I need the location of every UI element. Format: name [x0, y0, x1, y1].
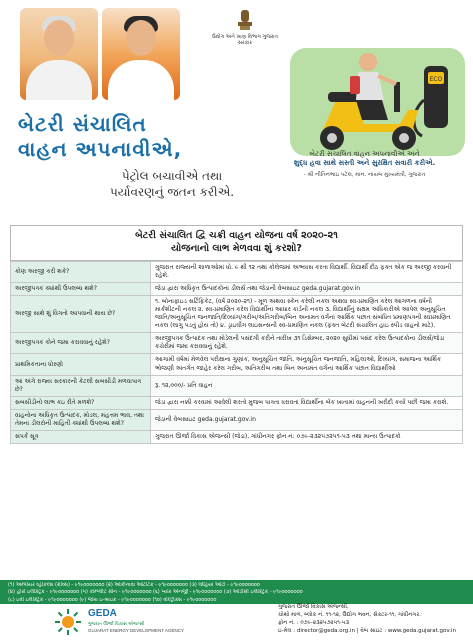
- address-line-1: ગુજરાત ઊર્જા વિકાસ એજન્સી,: [278, 604, 349, 610]
- manufacturer-line-3: (૮) ઇવી ઇલેક્ટ્રિક - ૯૧૯૦૦૦૦૦૦૦ (૯) જોય ઇ-બાઇક - ૯૧૯૦૦૦૦૦૦૦ (૧૦) વોલ્ટ્રીક્સ - ૯૧૯૦૦૦૦૦૦૦: [8, 596, 217, 603]
- answer-cell: જેડાની વેબસાઇટ geda.gujarat.gov.in: [151, 409, 463, 430]
- state-emblem-icon: [235, 8, 255, 32]
- subheadline: [72, 168, 272, 200]
- headline-line-2: વાહન અપનાવીએ,: [18, 137, 183, 161]
- question-cell: અરજીપત્રક ક્યાંથી ઉપલબ્ધ થશે?: [11, 282, 151, 295]
- question-cell: વાહનોના અધિકૃત ઉત્પાદક, મોડલ, મહત્તમ ભાવ, તથા તેમના ડીલરોની માહિતી ક્યાંથી ઉપલબ્ધ થશે?: [11, 409, 151, 430]
- quote-author: - શ્રી નીતિનભાઇ પટેલ, માન. નાયબ મુખ્યમંત્રી, ગુજરાત: [303, 172, 426, 179]
- table-row: [11, 375, 463, 396]
- quote-line-1: બેટરી સંચાલિત વાહન અપનાવીએ અને: [309, 150, 420, 158]
- address-email-website: ઇ-મેલ : director@geda.org.in | વેબ સાઇટ : www.geda.gujarat.gov.in: [278, 627, 456, 634]
- table-title: [10, 225, 463, 261]
- answer-cell: જેડા દ્વારા નક્કી કરવામાં આવેલી શરતો મુજબ પાત્રતા ધરાવતા વિદ્યાર્થીના બેંક ખાતામાં વાહનની ખરીદી કર્યા પછી જમા કરાશે.: [151, 396, 463, 409]
- table-row: [11, 431, 463, 444]
- answer-cell: રૂ. ૧૨,૦૦૦/- પ્રતિ વાહન: [151, 375, 463, 396]
- question-cell: અરજીપત્રક કોને જમા કરાવવાનું રહેશે?: [11, 333, 151, 354]
- table-title-line-1: બેટરી સંચાલિત દ્વિ ચક્રી વાહન યોજના વર્ષ ૨૦૨૦-૨૧: [135, 230, 338, 241]
- table-row: [11, 333, 463, 354]
- leader-photo-2: [102, 8, 180, 100]
- geda-name: GEDA: [88, 608, 117, 619]
- answer-cell: ૧. બોનાફાઇડ સર્ટિફિકેટ, (વર્ષ ૨૦૨૦-૨૧) - મૂળ અથવા સ્કેન કરેલી નકલ અથવા સ્વ-પ્રમાણિત કરેલ આગળના વર્ષની માર્કશીટની નકલ ૨. સ્વ-પ્રમાણિત કરેલ વિદ્યાર્થીના આધાર કાર્ડની નકલ ૩. વિદ્યાર્થીનું સક્ષમ અધિકારીએ આપેલ અનુસૂચિત જાતિ/અનુસૂચિત જનજાતિ/દિવ્યાંગ/ગરીબ/અતિગરીબ/બિન અનામત વર્ગનાં આર્થિક પછાત સંબંધિત પ્રમાણપત્રની સ્વપ્રમાણિત નકલ (લાગુ પડતું હોય તો) ૪. ડ્રાઇવીંગ લાઇસન્સની સ્વ-પ્રમાણિત નકલ (ફક્ત બેટરી સંચાલિત હાઇ સ્પીડ વાહનો માટે).: [151, 295, 463, 332]
- table-row: [11, 396, 463, 409]
- subheadline-line-1: પેટ્રોલ બચાવીએ તથા: [121, 169, 223, 183]
- leader-photo-1: [20, 8, 98, 100]
- answer-cell: અરજીપત્રક ઉત્પાદક તથા મોડેલની પસંદગી કરીને તારીખ ૩૧ ડિસેમ્બર, ૨૦૨૦ સુધીમાં પસંદ કરેલ ઉત્પાદકોના ડીલર્સ/જેડા કચેરીમાં જમા કરાવવાનું રહેશે.: [151, 333, 463, 354]
- address-line-2: ચોથો માળ, બ્લોક નં. ૧૧-૧૨, ઉદ્યોગ ભવન, સેક્ટર-૧૧, ગાંધીનગર.: [278, 611, 421, 618]
- question-cell: સબસીડીનો લાભ કઇ રીતે મળશે?: [11, 396, 151, 409]
- geda-name-english: GUJARAT ENERGY DEVELOPMENT AGENCY: [88, 628, 184, 633]
- quote-line-2: શુદ્ધ હવા સાથે સસ્તી અને સુરક્ષિત સવારી કરીએ.: [293, 159, 436, 168]
- emblem-caption: ઉદ્યોગ અને ખાણ વિભાગ ગુજરાત સરકાર: [212, 34, 278, 46]
- headline: [18, 112, 258, 162]
- table-row: [11, 354, 463, 375]
- table-row: [11, 295, 463, 332]
- geda-logo-block: [54, 606, 214, 638]
- question-cell: પ્રાથમિકતાના ધોરણો: [11, 354, 151, 375]
- hero-banner: [0, 0, 473, 220]
- leader-photos: [20, 8, 180, 100]
- question-cell: કોણ અરજી કરી શકે?: [11, 261, 151, 282]
- answer-cell: આગામી વર્ષમાં મેળવેલ પરીક્ષાના ગુણાંક, અનુસૂચિત જાતિ, અનુસૂચિત જનજાતિ, મહિલાઓ, દિવ્યાંગ, સમાજના આર્થિક ભોજણી અંતર્ગત જાહેર કરેલ ગરીબ, અતિગરીબ તથા બિન અનામત વર્ગનાં આર્થિક પછાત વિદ્યાર્થીઓ: [151, 354, 463, 375]
- answer-cell: ગુજરાત રાજ્યની શાળાઓમાં ધો. ૯ થી ૧૨ તથા કોલેજમાં અભ્યાસ કરતા વિદ્યાર્થી. વિદ્યાર્થી દીઠ ફક્ત એક જ અરજી કરવાની રહેશે.: [151, 261, 463, 282]
- manufacturer-line-2: (૪) હીરો ઇલેક્ટ્રિક - ૯૧૯૦૦૦૦૦૦૦ (૫) કોમ્પ્લીટ ગ્રીન - ૯૧૯૦૦૦૦૦૦૦ (૬) પ્યોર એનર્જી - ૯૧૯૦૦૦૦૦૦૦ (૭) ઓડીસી ઇલેક્ટ્રિક - ૯૧૯૦૦૦૦૦૦૦: [8, 589, 303, 596]
- manufacturer-line-1: (૧) અમ્પીયર વ્હીકલ્સ (ગ્રીવ્સ) - ૯૧૯૦૦૦૦૦૦૦ (૨) ઓકીનાવા ઓટોટેક - ૯૧૯૦૦૦૦૦૦૦ (૩) લોહિયા ઓટો - ૯૧૯૦૦૦૦૦૦૦: [8, 582, 260, 588]
- question-cell: સંપર્ક સૂત્ર: [11, 431, 151, 444]
- table-title-line-2: યોજનાનો લાભ મેળવવા શું કરશો?: [171, 242, 302, 254]
- manufacturer-contacts-band: [0, 580, 473, 604]
- geda-sun-logo-icon: [54, 608, 82, 636]
- table-row: [11, 282, 463, 295]
- subheadline-line-2: પર્યાવરણનું જતન કરીએ.: [109, 185, 235, 200]
- question-cell: અરજી સાથે શું વિગતો આપવાની થાય છે?: [11, 295, 151, 332]
- question-cell: આ અંગે રાજ્ય સરકારની કેટલી સબસીડી મળવાપાત્ર છે?: [11, 375, 151, 396]
- table-row: [11, 409, 463, 430]
- faq-table: [10, 261, 463, 445]
- address-phone: ફોન નં. : ૦૭૯-૨૩૨૫૭૨૫૧-૫૩: [278, 619, 350, 626]
- charger-label: ECO: [429, 76, 443, 83]
- minister-quote: [262, 150, 467, 179]
- answer-cell: ગુજરાત ઊર્જા વિકાસ એજન્સી (જેડા), ગાંધીનગર ફોન નં: ૦૭૯-૨૩૨૫૭૨૫૧-૫૩ તથા માન્ય ઉત્પાદકો: [151, 431, 463, 444]
- geda-name-gujarati: ગુજરાત ઊર્જા વિકાસ એજન્સી: [88, 622, 145, 627]
- scheme-info-table: [10, 225, 463, 444]
- headline-line-1: બેટરી સંચાલિત: [18, 112, 147, 136]
- table-row: [11, 261, 463, 282]
- answer-cell: જેડા દ્વારા અધિકૃત ઉત્પાદકોના ડીલર્સ તથા જેડાની વેબસાઇટ geda.gujarat.gov.in: [151, 282, 463, 295]
- government-emblem: [210, 8, 280, 46]
- geda-address: [278, 604, 468, 636]
